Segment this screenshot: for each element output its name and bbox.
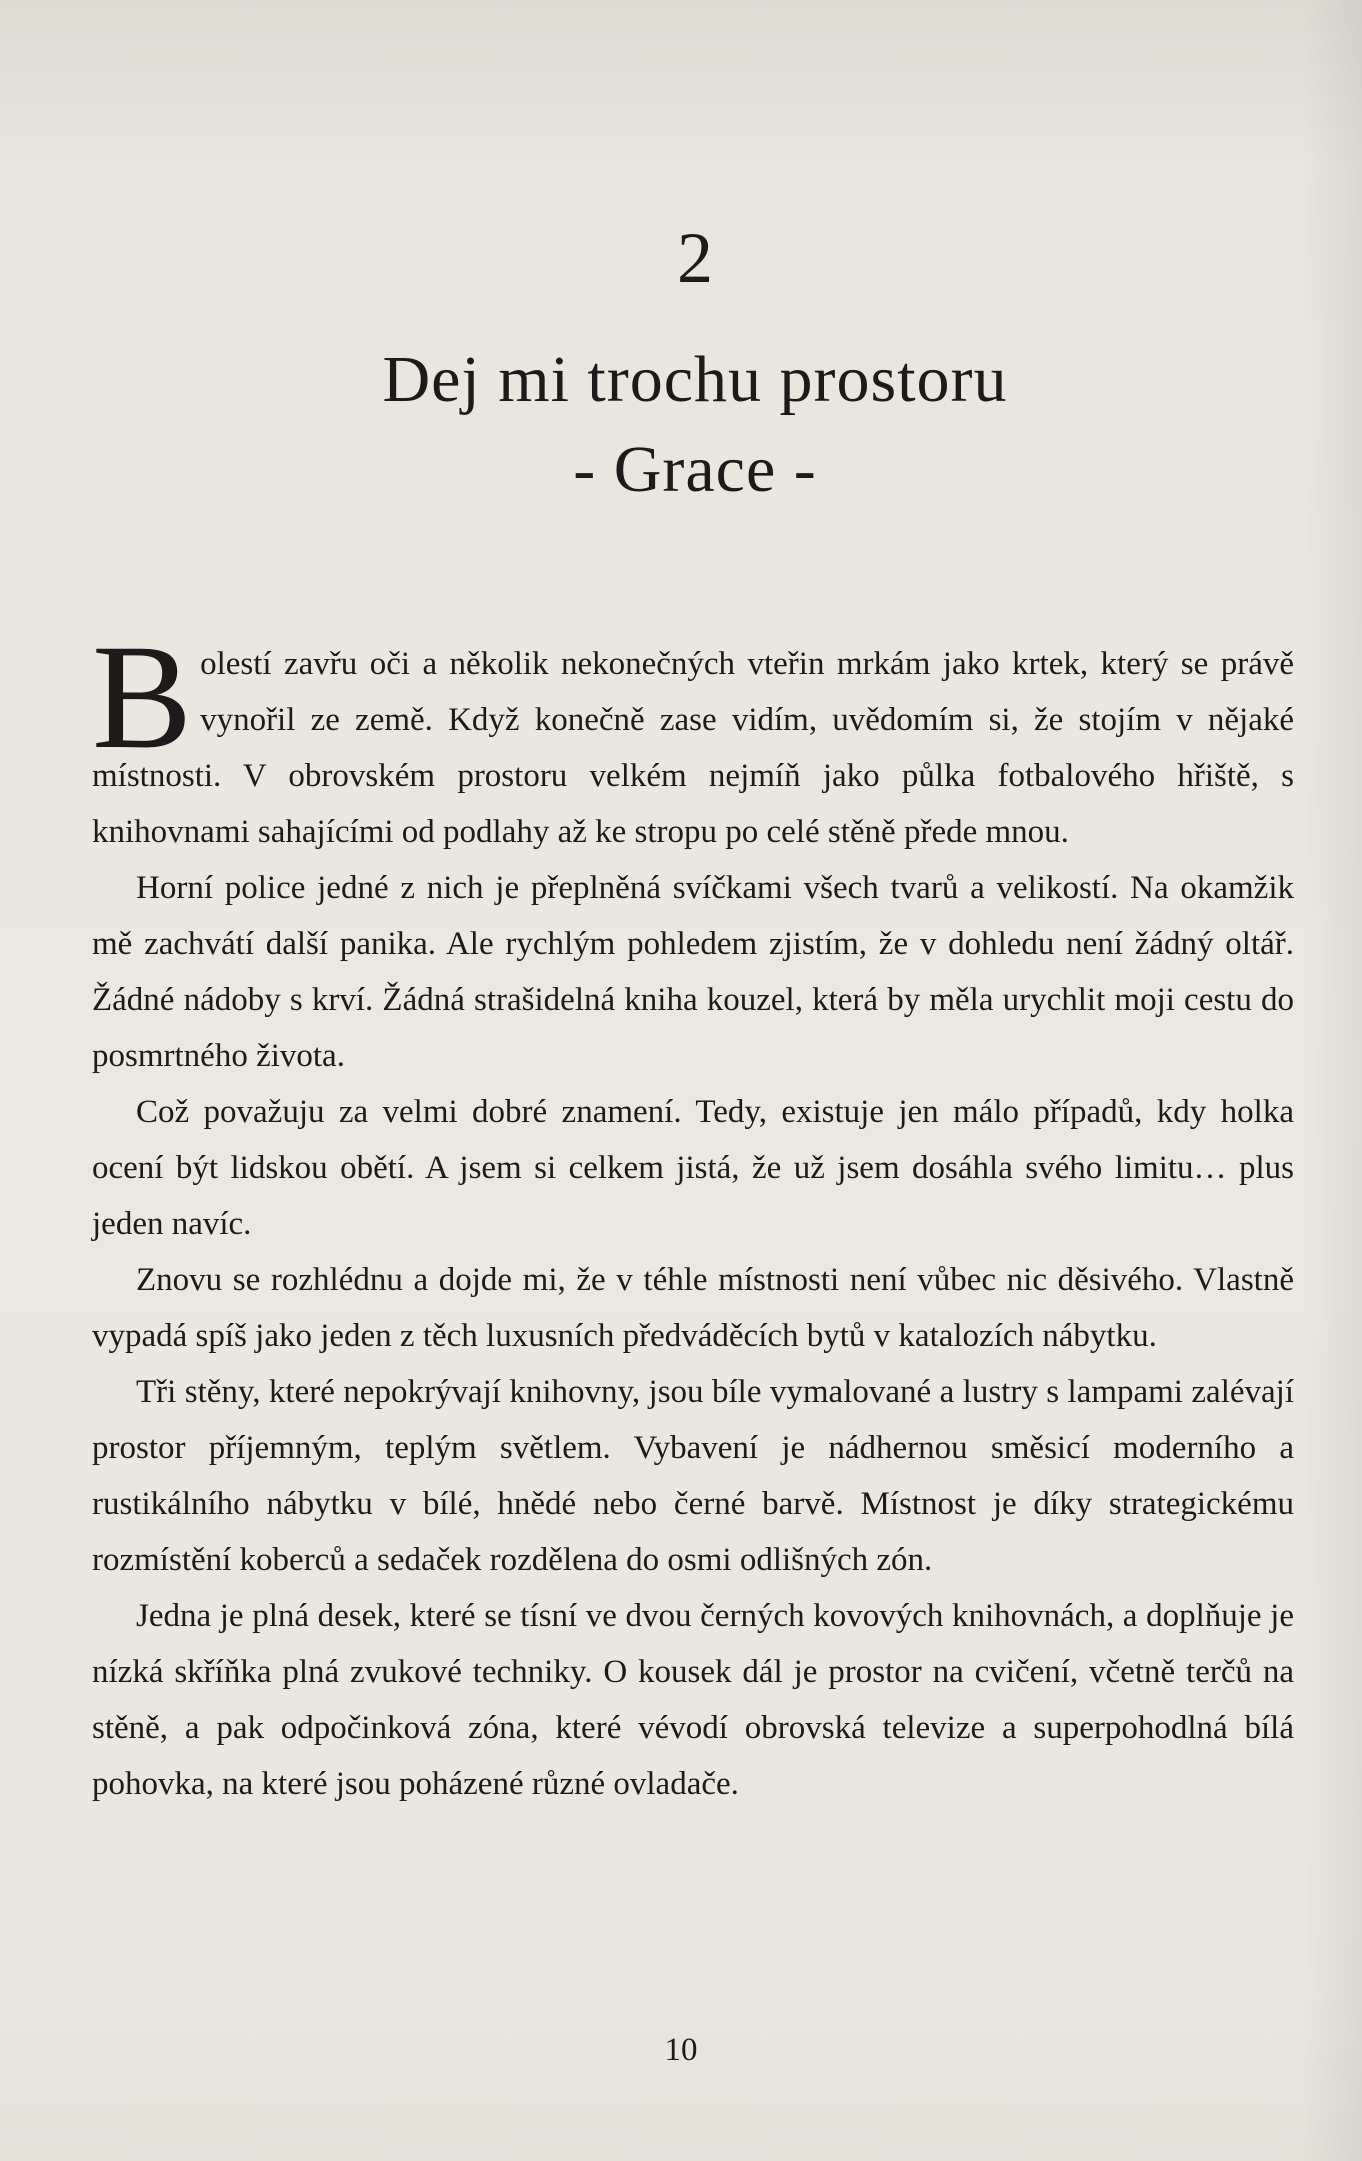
page-edge-shadow — [1302, 0, 1362, 2161]
page-number: 10 — [664, 2032, 698, 2068]
drop-cap: B — [92, 614, 193, 780]
paragraph: Jedna je plná desek, které se tísní ve dvou černých kovových knihovnách, a doplňuje je nízká skříňka plná zvukové techniky. O kousek dál je prostor na cvičení, včetně terčů na stěně, a pak odpočinková zóna, které vévodí obrovská televize a superpohodlná bílá pohovka, na které jsou poházené různé ovladače. — [92, 1598, 1294, 1802]
body-text — [92, 614, 1294, 1812]
chapter-subtitle: - Grace - — [573, 433, 817, 506]
paragraph: Horní police jedné z nich je přeplněná svíčkami všech tvarů a velikostí. Na okamžik mě zachvátí další panika. Ale rychlým pohledem zjistím, že v dohledu není žádný oltář. Žádné nádoby s krví. Žádná strašidelná kniha kouzel, která by měla urychlit moji cestu do posmrtného života. — [92, 870, 1294, 1074]
paragraph: Tři stěny, které nepokrývají knihovny, jsou bíle vymalované a lustry s lampami zalévají prostor příjemným, teplým světlem. Vybavení je nádhernou směsicí moderního a rustikálního nábytku v bílé, hnědé nebo černé barvě. Místnost je díky strategickému rozmístění koberců a sedaček rozdělena do osmi odlišných zón. — [92, 1374, 1294, 1578]
paragraph: Znovu se rozhlédnu a dojde mi, že v téhle místnosti není vůbec nic děsivého. Vlastně vypadá spíš jako jeden z těch luxusních předváděcích bytů v katalozích nábytku. — [92, 1262, 1294, 1354]
paragraph: Což považuju za velmi dobré znamení. Tedy, existuje jen málo případů, kdy holka ocení být lidskou obětí. A jsem si celkem jistá, že už jsem dosáhla svého limitu… plus jeden navíc. — [92, 1094, 1294, 1242]
chapter-title: Dej mi trochu prostoru — [382, 343, 1008, 416]
paragraph-text: olestí zavřu oči a několik nekonečných vteřin mrkám jako krtek, který se právě vynořil ze země. Když konečně zase vidím, uvědomím si, že stojím v nějaké místnosti. V obrovském prostoru velkém nejmíň jako půlka fotbalového hřiště, s knihovnami sahajícími od podlahy až ke stropu po celé stěně přede mnou. — [92, 646, 1294, 850]
chapter-number: 2 — [677, 218, 713, 298]
paragraph — [92, 614, 1294, 860]
